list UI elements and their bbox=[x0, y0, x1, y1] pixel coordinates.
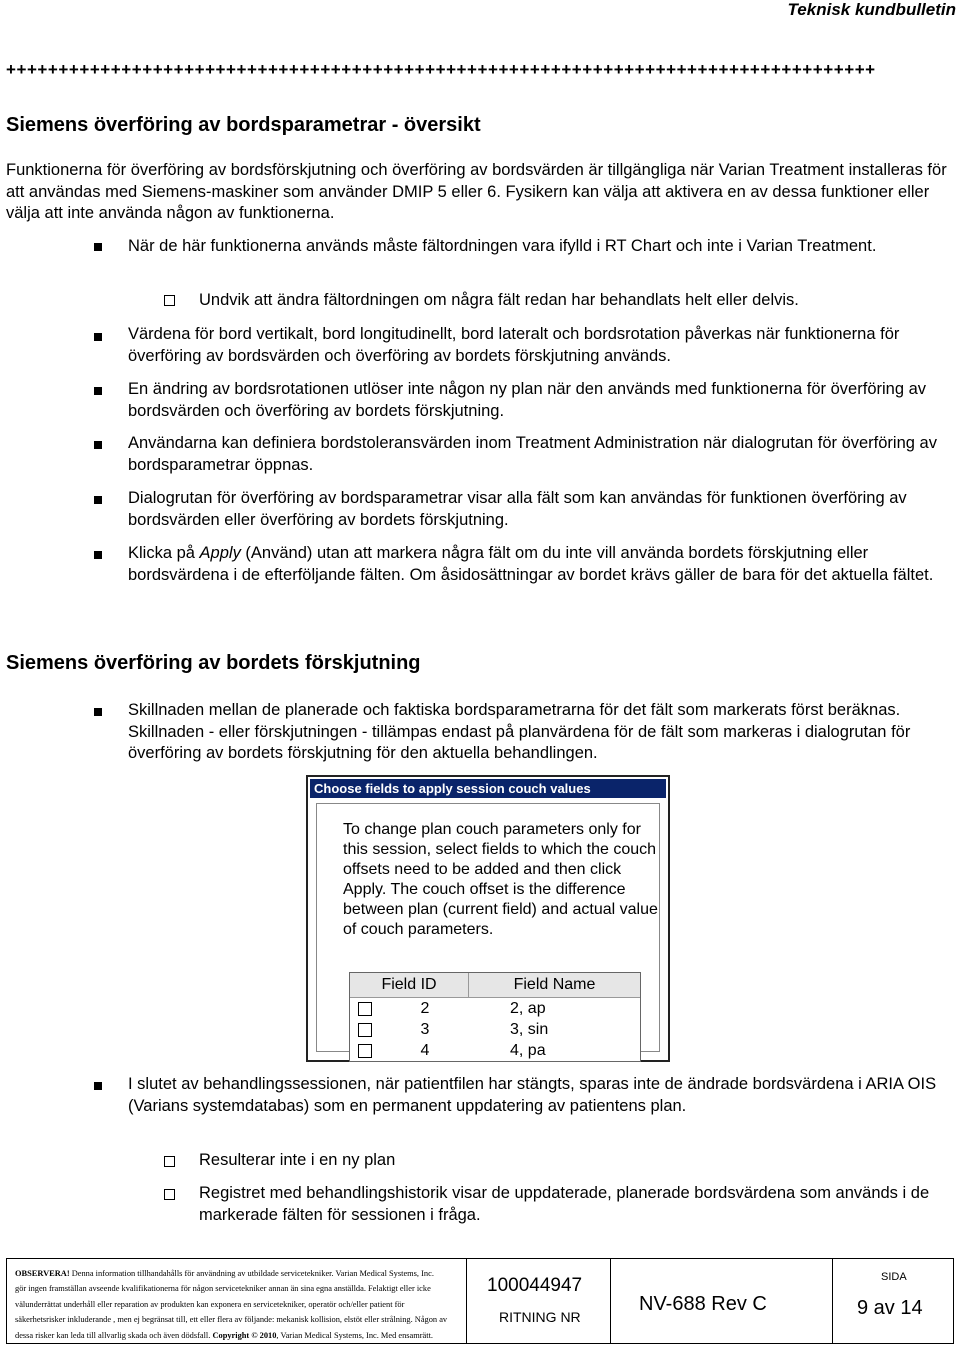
notice-line-3: välunderrättat underhåll eller reparation av produkten kan exponera en servicetekniker, operatör och/eller patient för bbox=[15, 1299, 405, 1309]
bullet-square-icon bbox=[94, 387, 102, 395]
field-id-cell: 4 bbox=[420, 1042, 430, 1059]
bullet-tolerance-values: Användarna kan definiera bordstoleransvärden inom Treatment Administration när dialogrutan för överföring av bordsparametrar öppnas. bbox=[128, 434, 937, 474]
bullet-rotation-change: En ändring av bordsrotationen utlöser inte någon ny plan när den används med funktionerna för överföring av bordsvärden och överföring av bordets förskjutning. bbox=[128, 380, 927, 420]
notice-line-5: dessa risker kan leda till allvarlig skada och även dödsfall. bbox=[15, 1330, 213, 1340]
grid-header bbox=[350, 973, 640, 998]
copyright-rest: , Varian Medical Systems, Inc. Med ensamrätt. bbox=[276, 1330, 434, 1340]
bullet-square-icon bbox=[94, 496, 102, 504]
bullet-dialog-fields: Dialogrutan för överföring av bordsparametrar visar alla fält som kan användas för funktionen överföring av bordsvärden eller överföring av bordets förskjutning. bbox=[128, 489, 907, 529]
sub-bullet-history-record: Registret med behandlingshistorik visar de uppdaterade, planerade bordsvärdena som används i de markerade fälten för sessionen i fråga. bbox=[199, 1184, 930, 1224]
bulletin-header-title: Teknisk kundbulletin bbox=[787, 0, 956, 19]
column-header-field-id: Field ID bbox=[350, 973, 469, 997]
table-row[interactable] bbox=[350, 1019, 640, 1040]
field-id-cell: 2 bbox=[420, 1000, 430, 1017]
footer-notice bbox=[7, 1259, 467, 1343]
bullet-square-icon bbox=[94, 551, 102, 559]
intro-paragraph: Funktionerna för överföring av bordsförskjutning och överföring av bordsvärden är tillgängliga när Varian Treatment installeras för att användas med Siemens-maskiner som använder DMIP 5 eller 6. Fysikern kan välja att aktivera en av dessa funktioner eller välja att inte använda någon av funktionerna. bbox=[6, 161, 947, 222]
page-label: SIDA bbox=[881, 1271, 907, 1283]
bullet-session-end: I slutet av behandlingssessionen, när patientfilen har stängts, sparas inte de ändrade bordsvärdena i ARIA OIS (Varians systemdatabas) som en permanent uppdatering av patientens plan. bbox=[128, 1075, 937, 1115]
bullet-square-icon bbox=[94, 333, 102, 341]
document-footer bbox=[6, 1258, 954, 1344]
apply-text-after: (Använd) utan att markera några fält om du inte vill använda bordets förskjutning eller bordsvärdena i de efterföljande fälten. Om åsidosättningar av bordet krävs gäller de bara för det aktuella fältet. bbox=[128, 544, 934, 584]
dialog-instructions: To change plan couch parameters only for this session, select fields to which the couch offsets need to be added and then click Apply. The couch offset is the difference between plan (current field) and actual value of couch parameters. bbox=[343, 821, 658, 938]
footer-divider bbox=[610, 1259, 611, 1343]
dialog-title-bar: Choose fields to apply session couch values bbox=[310, 779, 666, 798]
table-row[interactable] bbox=[350, 1040, 640, 1061]
sub-bullet-avoid-change: Undvik att ändra fältordningen om några fält redan har behandlats helt eller delvis. bbox=[199, 291, 799, 309]
bullet-couch-values: Värdena för bord vertikalt, bord longitudinellt, bord lateralt och bordsrotation påverkas när funktionerna för överföring av bordsvärden och överföring av bordets förskjutning används. bbox=[128, 325, 900, 365]
field-checkbox[interactable] bbox=[358, 1044, 372, 1058]
dialog-body bbox=[316, 803, 660, 1059]
bullet-square-icon bbox=[94, 1082, 102, 1090]
couch-values-dialog bbox=[306, 775, 670, 1062]
field-name-cell: 4, pa bbox=[510, 1042, 546, 1059]
apply-text-before: Klicka på bbox=[128, 544, 200, 562]
column-header-field-name: Field Name bbox=[513, 976, 596, 993]
doc-number-label: RITNING NR bbox=[499, 1309, 581, 1325]
copyright-symbol: © bbox=[251, 1330, 258, 1340]
fields-grid bbox=[349, 972, 641, 1062]
observera-label: OBSERVERA! bbox=[15, 1269, 70, 1278]
section-heading-overview: Siemens överföring av bordsparametrar - översikt bbox=[6, 114, 481, 136]
bullet-field-order: När de här funktionerna används måste fältordningen vara ifylld i RT Chart och inte i Varian Treatment. bbox=[128, 237, 877, 255]
copyright-label: Copyright bbox=[212, 1330, 250, 1340]
field-checkbox[interactable] bbox=[358, 1002, 372, 1016]
doc-number: 100044947 bbox=[487, 1275, 583, 1296]
footer-divider bbox=[832, 1259, 833, 1343]
field-name-cell: 3, sin bbox=[510, 1021, 549, 1038]
page-number: 9 av 14 bbox=[857, 1297, 923, 1319]
field-checkbox[interactable] bbox=[358, 1023, 372, 1037]
bullet-square-icon bbox=[94, 243, 102, 251]
sub-bullet-box-icon bbox=[164, 1156, 175, 1167]
sub-bullet-box-icon bbox=[164, 1189, 175, 1200]
separator-line: +++++++++++++++++++++++++++++++++++++++++++++++++++++++++++++++++++++++++++++++++++ bbox=[6, 60, 876, 79]
revision: NV-688 Rev C bbox=[639, 1293, 767, 1315]
apply-word: Apply bbox=[199, 544, 241, 562]
sub-bullet-no-new-plan: Resulterar inte i en ny plan bbox=[199, 1151, 396, 1169]
sub-bullet-box-icon bbox=[164, 295, 175, 306]
bullet-square-icon bbox=[94, 708, 102, 716]
notice-line-2: gör ingen framställan avseende kvalifikationerna för någon servicetekniker annan än sina egna anställda. Felaktigt eller icke bbox=[15, 1284, 431, 1294]
table-row[interactable] bbox=[350, 998, 640, 1019]
notice-line-4: säkerhetsrisker inkluderande , men ej begränsat till, ett eller flera av följande: mekanisk kollision, elstöt eller strålning. Någon av bbox=[15, 1315, 448, 1325]
section-heading-offset: Siemens överföring av bordets förskjutning bbox=[6, 652, 421, 674]
notice-line-1: Denna information tillhandahålls för användning av utbildade servicetekniker. Varian Medical Systems, Inc. bbox=[69, 1269, 434, 1278]
bullet-square-icon bbox=[94, 441, 102, 449]
copyright-year: 2010 bbox=[257, 1330, 277, 1340]
bullet-offset-difference: Skillnaden mellan de planerade och faktiska bordsparametrarna för det fält som markerats först beräknas. Skillnaden - eller förskjutningen - tillämpas endast på planvärdena för de fält som markeras i dialogrutan för överföring av bordets förskjutning för den aktuella behandlingen. bbox=[128, 701, 911, 762]
bullet-apply bbox=[128, 543, 948, 586]
field-id-cell: 3 bbox=[420, 1021, 430, 1038]
field-name-cell: 2, ap bbox=[510, 1000, 546, 1017]
